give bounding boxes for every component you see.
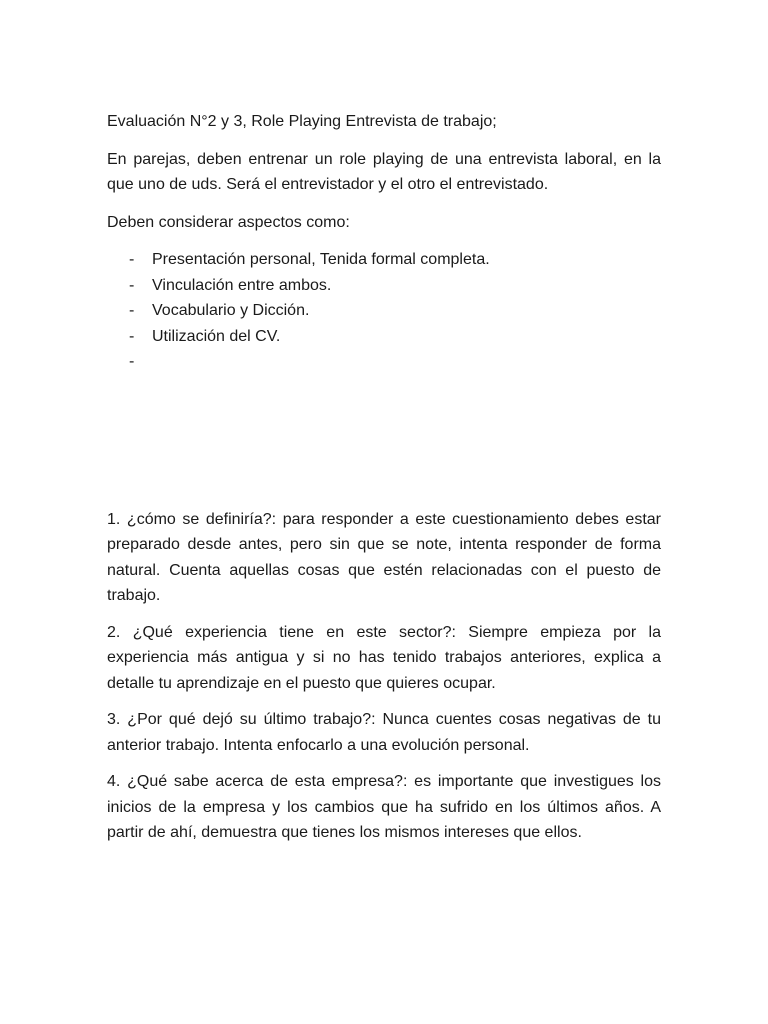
list-item-text: Vocabulario y Dicción. <box>152 302 310 319</box>
list-item <box>107 247 661 273</box>
bullet-dash: - <box>129 251 135 268</box>
intro-paragraph: En parejas, deben entrenar un role playing de una entrevista laboral, en la que uno de uds. Será el entrevistador y el otro el entrevistado. <box>107 150 661 193</box>
list-item-text: Utilización del CV. <box>152 327 281 345</box>
bullet-dash: - <box>129 302 135 319</box>
blank-space <box>107 375 661 507</box>
list-item <box>107 298 661 324</box>
question-4-paragraph: 4. ¿Qué sabe acerca de esta empresa?: es importante que investigues los inicios de la empresa y los cambios que ha sufrido en los últimos años. A partir de ahí, demuestra que tienes los mismos intereses que ellos. <box>107 773 661 841</box>
bullet-dash: - <box>129 276 135 294</box>
bullet-dash: - <box>129 353 135 370</box>
question-3-paragraph: 3. ¿Por qué dejó su último trabajo?: Nunca cuentes cosas negativas de tu anterior trabajo. Intenta enfocarlo a una evolución personal. <box>107 711 661 754</box>
aspects-list <box>107 247 661 375</box>
document-title: Evaluación N°2 y 3, Role Playing Entrevista de trabajo; <box>107 113 497 130</box>
list-item <box>107 324 661 350</box>
bullet-dash: - <box>129 327 135 345</box>
list-item-text: Presentación personal, Tenida formal completa. <box>152 251 490 268</box>
list-item-text: Vinculación entre ambos. <box>152 276 332 294</box>
question-2-paragraph: 2. ¿Qué experiencia tiene en este sector?: Siempre empieza por la experiencia más antigua y si no has tenido trabajos anteriores, explica a detalle tu aprendizaje en el puesto que quieres ocupar. <box>107 623 661 692</box>
aspects-heading: Deben considerar aspectos como: <box>107 213 350 231</box>
list-item <box>107 273 661 299</box>
question-1-paragraph: 1. ¿cómo se definiría?: para responder a este cuestionamiento debes estar preparado desde antes, pero sin que se note, intenta responder de forma natural. Cuenta aquellas cosas que estén relacionadas con el puesto de trabajo. <box>107 510 661 604</box>
list-item <box>107 349 661 375</box>
document-content <box>107 109 661 857</box>
